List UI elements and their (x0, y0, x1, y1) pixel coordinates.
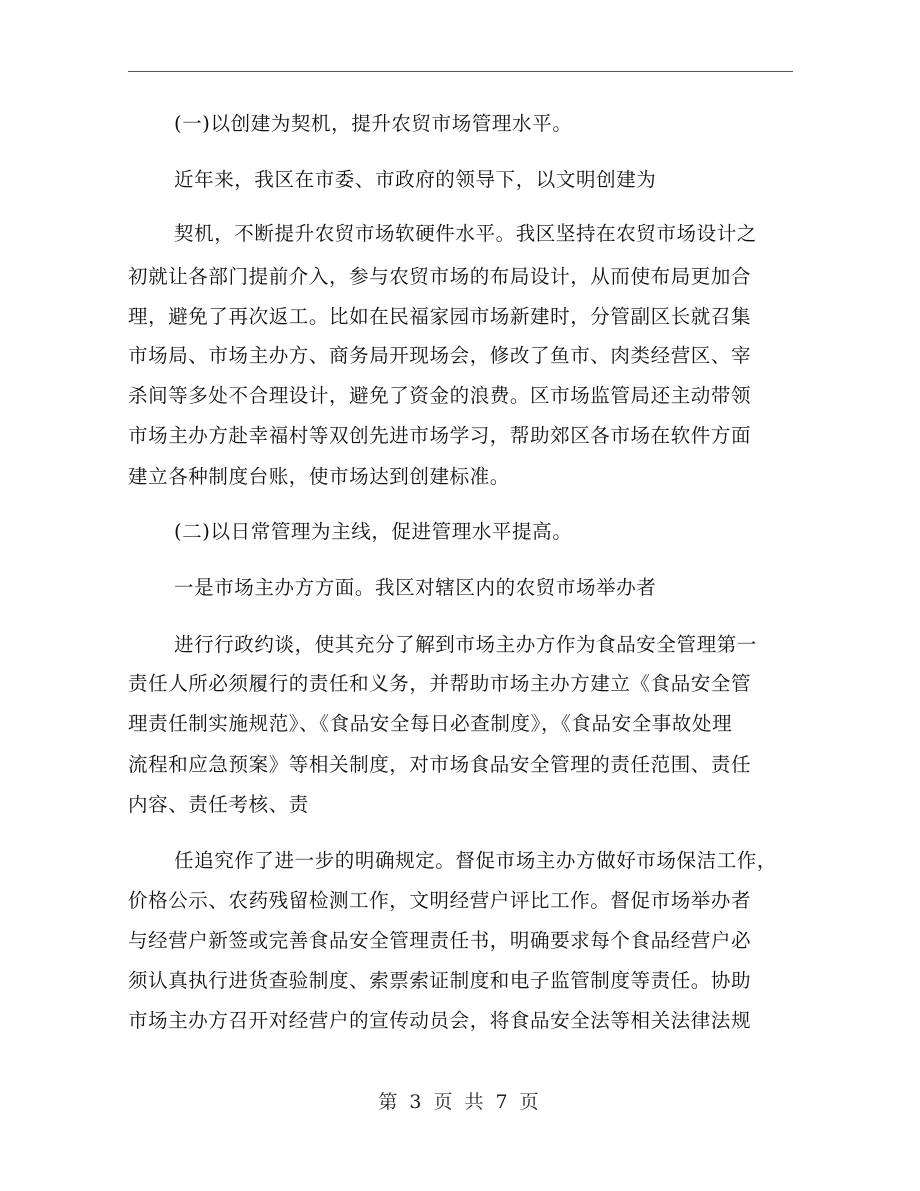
paragraph-line: 契机，不断提升农贸市场软硬件水平。我区坚持在农贸市场设计之 (174, 222, 757, 245)
paragraph-line: 理，避免了再次返工。比如在民福家园市场新建时，分管副区长就召集 (128, 305, 752, 328)
paragraph-line: 进行行政约谈，使其充分了解到市场主办方作为食品安全管理第一 (174, 633, 757, 656)
paragraph-line: 市场局、市场主办方、商务局开现场会，修改了鱼市、肉类经营区、宰 (128, 344, 752, 367)
section-heading-2: (二)以日常管理为主线，促进管理水平提高。 (174, 520, 573, 543)
paragraph-line: 建立各种制度台账，使市场达到创建标准。 (128, 465, 510, 488)
section-heading-1: (一)以创建为契机，提升农贸市场管理水平。 (174, 112, 573, 135)
paragraph-line: 与经营户新签或完善食品安全管理责任书，明确要求每个食品经营户必 (128, 929, 752, 952)
paragraph-line: 内容、责任考核、责 (128, 793, 309, 816)
paragraph-line: 任追究作了进一步的明确规定。督促市场主办方做好市场保洁工作， (174, 849, 778, 872)
paragraph-line: 市场主办方召开对经营户的宣传动员会，将食品安全法等相关法律法规 (128, 1009, 752, 1032)
paragraph-line: 责任人所必须履行的责任和义务，并帮助市场主办方建立《食品安全管 (128, 672, 752, 695)
page-number: 第 3 页 共 7 页 (378, 1091, 542, 1113)
header-rule (128, 71, 793, 72)
paragraph-line: 理责任制实施规范》、《食品安全每日必查制度》，《食品安全事故处理 (128, 712, 733, 735)
paragraph-line: 流程和应急预案》等相关制度，对市场食品安全管理的责任范围、责任 (128, 753, 752, 776)
paragraph-line: 一是市场主办方方面。我区对辖区内的农贸市场举办者 (174, 576, 657, 599)
paragraph-line: 须认真执行进货查验制度、索票索证制度和电子监管制度等责任。协助 (128, 969, 752, 992)
paragraph-line: 近年来，我区在市委、市政府的领导下，以文明创建为 (174, 168, 657, 191)
paragraph-line: 价格公示、农药残留检测工作，文明经营户评比工作。督促市场举办者 (128, 889, 752, 912)
paragraph-line: 市场主办方赴幸福村等双创先进市场学习，帮助郊区各市场在软件方面 (128, 424, 752, 447)
paragraph-line: 杀间等多处不合理设计，避免了资金的浪费。区市场监管局还主动带领 (128, 384, 752, 407)
paragraph-line: 初就让各部门提前介入，参与农贸市场的布局设计，从而使布局更加合 (128, 265, 752, 288)
